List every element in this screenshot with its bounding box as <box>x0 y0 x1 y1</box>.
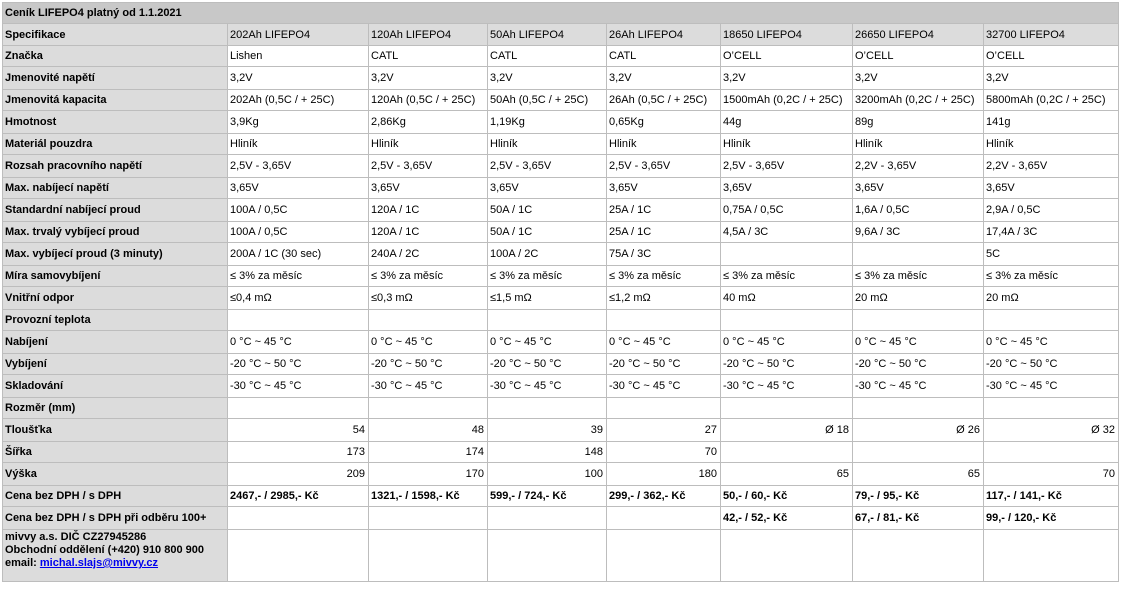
table-cell: 174 <box>369 442 488 463</box>
row-label: Max. vybíjecí proud (3 minuty) <box>3 243 228 266</box>
table-cell: 26Ah (0,5C / + 25C) <box>607 90 721 111</box>
table-cell: 2,86Kg <box>369 111 488 134</box>
table-cell: 79,- / 95,- Kč <box>853 486 984 507</box>
table-row <box>3 67 1119 90</box>
table-cell <box>853 442 984 463</box>
table-cell <box>853 310 984 331</box>
table-cell <box>607 398 721 419</box>
table-cell: 42,- / 52,- Kč <box>721 507 853 530</box>
table-cell <box>228 310 369 331</box>
table-cell: 117,- / 141,- Kč <box>984 486 1119 507</box>
table-cell <box>369 310 488 331</box>
table-cell <box>369 507 488 530</box>
table-cell: 0 °C ~ 45 °C <box>721 331 853 354</box>
table-cell: 148 <box>488 442 607 463</box>
table-cell: 200A / 1C (30 sec) <box>228 243 369 266</box>
table-cell: 3,9Kg <box>228 111 369 134</box>
product-header: 50Ah LIFEPO4 <box>488 24 607 46</box>
table-cell: 3200mAh (0,2C / + 25C) <box>853 90 984 111</box>
table-cell: 40 mΩ <box>721 287 853 310</box>
table-cell: 39 <box>488 419 607 442</box>
table-cell: 2,2V - 3,65V <box>853 155 984 178</box>
table-cell: 48 <box>369 419 488 442</box>
table-cell: 1,19Kg <box>488 111 607 134</box>
table-cell: 100 <box>488 463 607 486</box>
table-cell: 599,- / 724,- Kč <box>488 486 607 507</box>
table-cell: 120A / 1C <box>369 222 488 243</box>
email-label: email: <box>5 557 40 569</box>
table-cell: ≤ 3% za měsíc <box>228 266 369 287</box>
specification-header: Specifikace <box>3 24 228 46</box>
table-row <box>3 442 1119 463</box>
table-row <box>3 134 1119 155</box>
table-row <box>3 419 1119 442</box>
table-cell: -20 °C ~ 50 °C <box>488 354 607 375</box>
row-label: Rozsah pracovního napětí <box>3 155 228 178</box>
table-cell: Hliník <box>721 134 853 155</box>
empty-cell <box>984 530 1119 582</box>
table-cell: 3,2V <box>228 67 369 90</box>
row-label: Značka <box>3 46 228 67</box>
empty-cell <box>369 530 488 582</box>
table-cell <box>488 310 607 331</box>
table-cell: 50Ah (0,5C / + 25C) <box>488 90 607 111</box>
table-cell <box>853 243 984 266</box>
table-cell: 25A / 1C <box>607 199 721 222</box>
table-cell <box>721 442 853 463</box>
empty-cell <box>721 530 853 582</box>
table-cell: 4,5A / 3C <box>721 222 853 243</box>
table-cell: 0 °C ~ 45 °C <box>984 331 1119 354</box>
row-label: Cena bez DPH / s DPH <box>3 486 228 507</box>
table-row <box>3 90 1119 111</box>
table-cell: O’CELL <box>984 46 1119 67</box>
row-label: Max. trvalý vybíjecí proud <box>3 222 228 243</box>
table-cell <box>984 310 1119 331</box>
table-cell: O’CELL <box>721 46 853 67</box>
row-label: Rozměr (mm) <box>3 398 228 419</box>
table-cell: 120Ah (0,5C / + 25C) <box>369 90 488 111</box>
table-cell: 17,4A / 3C <box>984 222 1119 243</box>
table-cell: 70 <box>607 442 721 463</box>
table-cell <box>228 507 369 530</box>
empty-cell <box>853 530 984 582</box>
table-cell: 3,65V <box>721 178 853 199</box>
table-row <box>3 266 1119 287</box>
table-row <box>3 222 1119 243</box>
table-cell: -30 °C ~ 45 °C <box>721 375 853 398</box>
table-cell: 209 <box>228 463 369 486</box>
table-cell: 173 <box>228 442 369 463</box>
row-label: Standardní nabíjecí proud <box>3 199 228 222</box>
table-row <box>3 155 1119 178</box>
table-cell: 20 mΩ <box>853 287 984 310</box>
table-row <box>3 243 1119 266</box>
table-cell: 50,- / 60,- Kč <box>721 486 853 507</box>
table-cell: -30 °C ~ 45 °C <box>228 375 369 398</box>
table-cell: 3,65V <box>984 178 1119 199</box>
table-cell: ≤1,5 mΩ <box>488 287 607 310</box>
table-cell <box>721 310 853 331</box>
table-cell: -30 °C ~ 45 °C <box>984 375 1119 398</box>
email-link[interactable]: michal.slajs@mivvy.cz <box>39 557 159 569</box>
table-cell: Hliník <box>853 134 984 155</box>
table-cell: 3,2V <box>853 67 984 90</box>
contact-info <box>3 530 228 582</box>
row-label: Hmotnost <box>3 111 228 134</box>
table-cell: 99,- / 120,- Kč <box>984 507 1119 530</box>
table-cell: 25A / 1C <box>607 222 721 243</box>
table-cell: -30 °C ~ 45 °C <box>369 375 488 398</box>
company-id: mivvy a.s. DIČ CZ27945286 <box>5 531 147 543</box>
table-row <box>3 398 1119 419</box>
table-row <box>3 331 1119 354</box>
table-cell: O’CELL <box>853 46 984 67</box>
table-cell: 1321,- / 1598,- Kč <box>369 486 488 507</box>
table-cell: 54 <box>228 419 369 442</box>
table-cell: ≤0,4 mΩ <box>228 287 369 310</box>
table-cell: 75A / 3C <box>607 243 721 266</box>
table-cell: 141g <box>984 111 1119 134</box>
table-cell <box>607 507 721 530</box>
table-cell: ≤ 3% za měsíc <box>721 266 853 287</box>
table-cell: CATL <box>369 46 488 67</box>
table-cell <box>607 310 721 331</box>
table-cell: ≤ 3% za měsíc <box>853 266 984 287</box>
table-cell <box>984 398 1119 419</box>
table-cell: Ø 32 <box>984 419 1119 442</box>
table-cell: 100A / 2C <box>488 243 607 266</box>
row-label: Max. nabíjecí napětí <box>3 178 228 199</box>
title-row <box>3 3 1119 24</box>
product-header: 26650 LIFEPO4 <box>853 24 984 46</box>
row-label: Materiál pouzdra <box>3 134 228 155</box>
row-label: Tloušťka <box>3 419 228 442</box>
product-header: 18650 LIFEPO4 <box>721 24 853 46</box>
table-cell: 3,65V <box>488 178 607 199</box>
table-cell: 0 °C ~ 45 °C <box>228 331 369 354</box>
table-cell: Hliník <box>228 134 369 155</box>
table-cell: 3,2V <box>721 67 853 90</box>
table-row <box>3 46 1119 67</box>
row-label: Jmenovité napětí <box>3 67 228 90</box>
table-row <box>3 486 1119 507</box>
table-cell: -30 °C ~ 45 °C <box>488 375 607 398</box>
row-label: Cena bez DPH / s DPH při odběru 100+ <box>3 507 228 530</box>
table-cell: -20 °C ~ 50 °C <box>369 354 488 375</box>
table-cell: 2,5V - 3,65V <box>369 155 488 178</box>
table-row <box>3 375 1119 398</box>
table-cell: -30 °C ~ 45 °C <box>607 375 721 398</box>
table-row <box>3 287 1119 310</box>
row-label: Výška <box>3 463 228 486</box>
row-label: Šířka <box>3 442 228 463</box>
table-cell: 89g <box>853 111 984 134</box>
table-row <box>3 507 1119 530</box>
row-label: Provozní teplota <box>3 310 228 331</box>
sheet-title: Ceník LIFEPO4 platný od 1.1.2021 <box>3 3 1119 24</box>
table-cell: Hliník <box>369 134 488 155</box>
table-cell: Lishen <box>228 46 369 67</box>
table-cell: 0,65Kg <box>607 111 721 134</box>
product-header: 202Ah LIFEPO4 <box>228 24 369 46</box>
table-cell: ≤ 3% za měsíc <box>369 266 488 287</box>
table-cell: 180 <box>607 463 721 486</box>
table-cell: Ø 18 <box>721 419 853 442</box>
sales-phone: Obchodní oddělení (+420) 910 800 900 <box>5 544 204 556</box>
table-cell: 3,2V <box>488 67 607 90</box>
table-row <box>3 354 1119 375</box>
table-cell: ≤ 3% za měsíc <box>607 266 721 287</box>
table-cell: 202Ah (0,5C / + 25C) <box>228 90 369 111</box>
table-cell: -20 °C ~ 50 °C <box>607 354 721 375</box>
email-line <box>5 557 227 570</box>
table-row <box>3 178 1119 199</box>
table-cell: 3,65V <box>228 178 369 199</box>
table-cell: 65 <box>853 463 984 486</box>
table-cell: -30 °C ~ 45 °C <box>853 375 984 398</box>
table-cell: Ø 26 <box>853 419 984 442</box>
table-cell: -20 °C ~ 50 °C <box>228 354 369 375</box>
table-cell: 70 <box>984 463 1119 486</box>
table-cell <box>721 398 853 419</box>
table-cell: 0 °C ~ 45 °C <box>369 331 488 354</box>
row-label: Jmenovitá kapacita <box>3 90 228 111</box>
table-cell: 20 mΩ <box>984 287 1119 310</box>
table-cell: 299,- / 362,- Kč <box>607 486 721 507</box>
table-cell <box>488 398 607 419</box>
table-cell: ≤0,3 mΩ <box>369 287 488 310</box>
table-cell: 100A / 0,5C <box>228 222 369 243</box>
table-cell: 3,65V <box>607 178 721 199</box>
table-cell: 240A / 2C <box>369 243 488 266</box>
table-cell: Hliník <box>488 134 607 155</box>
table-cell: 2,5V - 3,65V <box>488 155 607 178</box>
table-cell: CATL <box>488 46 607 67</box>
table-cell: 5C <box>984 243 1119 266</box>
table-cell: 50A / 1C <box>488 199 607 222</box>
table-cell: 3,2V <box>984 67 1119 90</box>
table-cell: 65 <box>721 463 853 486</box>
table-cell: 44g <box>721 111 853 134</box>
table-cell: 2,5V - 3,65V <box>607 155 721 178</box>
table-row <box>3 111 1119 134</box>
table-cell: 2,5V - 3,65V <box>721 155 853 178</box>
table-row <box>3 310 1119 331</box>
table-cell <box>984 442 1119 463</box>
table-cell: -20 °C ~ 50 °C <box>984 354 1119 375</box>
table-cell: 2467,- / 2985,- Kč <box>228 486 369 507</box>
table-cell: 1,6A / 0,5C <box>853 199 984 222</box>
table-cell: 67,- / 81,- Kč <box>853 507 984 530</box>
table-cell: 0 °C ~ 45 °C <box>488 331 607 354</box>
table-cell: -20 °C ~ 50 °C <box>853 354 984 375</box>
table-cell: 1500mAh (0,2C / + 25C) <box>721 90 853 111</box>
row-label: Vybíjení <box>3 354 228 375</box>
table-cell: ≤ 3% za měsíc <box>984 266 1119 287</box>
table-cell <box>853 398 984 419</box>
empty-cell <box>488 530 607 582</box>
table-cell: Hliník <box>984 134 1119 155</box>
product-header: 32700 LIFEPO4 <box>984 24 1119 46</box>
table-cell <box>369 398 488 419</box>
table-cell: 3,65V <box>853 178 984 199</box>
table-cell: 5800mAh (0,2C / + 25C) <box>984 90 1119 111</box>
pricelist-table <box>2 2 1119 582</box>
table-cell: 0 °C ~ 45 °C <box>853 331 984 354</box>
row-label: Vnitřní odpor <box>3 287 228 310</box>
table-cell <box>721 243 853 266</box>
table-cell: CATL <box>607 46 721 67</box>
table-cell: 9,6A / 3C <box>853 222 984 243</box>
row-label: Nabíjení <box>3 331 228 354</box>
table-cell: ≤ 3% za měsíc <box>488 266 607 287</box>
table-cell: 170 <box>369 463 488 486</box>
row-label: Míra samovybíjení <box>3 266 228 287</box>
table-row <box>3 199 1119 222</box>
empty-cell <box>228 530 369 582</box>
table-cell: 3,2V <box>369 67 488 90</box>
table-cell: 3,65V <box>369 178 488 199</box>
table-cell: 2,2V - 3,65V <box>984 155 1119 178</box>
table-cell <box>228 398 369 419</box>
row-label: Skladování <box>3 375 228 398</box>
table-cell: Hliník <box>607 134 721 155</box>
table-cell: 3,2V <box>607 67 721 90</box>
table-cell: -20 °C ~ 50 °C <box>721 354 853 375</box>
product-header: 26Ah LIFEPO4 <box>607 24 721 46</box>
table-cell: 100A / 0,5C <box>228 199 369 222</box>
table-cell: 120A / 1C <box>369 199 488 222</box>
table-cell <box>488 507 607 530</box>
table-cell: 2,5V - 3,65V <box>228 155 369 178</box>
table-cell: 2,9A / 0,5C <box>984 199 1119 222</box>
table-row <box>3 463 1119 486</box>
empty-cell <box>607 530 721 582</box>
table-cell: 0,75A / 0,5C <box>721 199 853 222</box>
table-cell: 0 °C ~ 45 °C <box>607 331 721 354</box>
table-cell: ≤1,2 mΩ <box>607 287 721 310</box>
table-cell: 27 <box>607 419 721 442</box>
product-header: 120Ah LIFEPO4 <box>369 24 488 46</box>
footer-row <box>3 530 1119 582</box>
table-cell: 50A / 1C <box>488 222 607 243</box>
header-row <box>3 24 1119 46</box>
